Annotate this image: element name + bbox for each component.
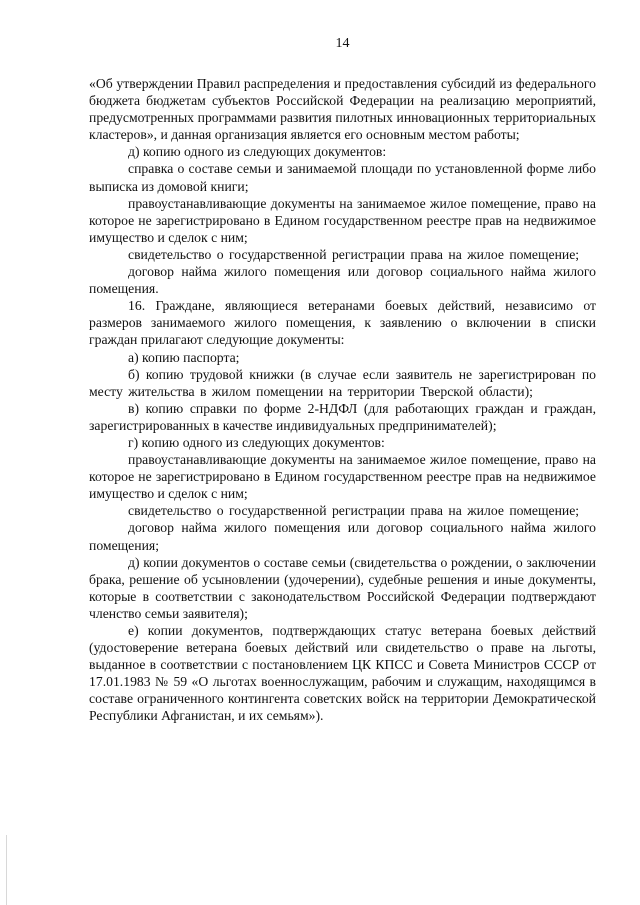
document-body xyxy=(89,75,596,725)
paragraph-item-d: д) копию одного из следующих документов: xyxy=(128,144,387,160)
paragraph-registration-certificate-2: свидетельство о государственной регистрации права на жилое помещение; xyxy=(128,503,580,519)
scan-edge-line xyxy=(6,835,7,905)
paragraph-item-e: е) копии документов, подтверждающих статус ветерана боевых действий (удостоверение ветерана боевых действий или свидетельство о праве на льготы, выданное в соответствии с постановлением ЦК КПСС и Совета Министров СССР от 17.01.1983 № 59 «О льготах военнослужащим, рабочим и служащим, находящимся в составе ограниченного контингента советских войск на территории Демократической Республики Афганистан, и их семьям»). xyxy=(89,623,596,724)
paragraph-registration-certificate: свидетельство о государственной регистрации права на жилое помещение; xyxy=(128,246,580,262)
paragraph-section-16: 16. Граждане, являющиеся ветеранами боевых действий, независимо от размеров занимаемого жилого помещения, к заявлению о включении в списки граждан прилагают следующие документы: xyxy=(89,298,596,348)
paragraph-title-documents: правоустанавливающие документы на занимаемое жилое помещение, право на которое не зарегистрировано в Едином государственном реестре прав на недвижимое имущество и сделок с ним; xyxy=(89,195,596,245)
paragraph-continuation: «Об утверждении Правил распределения и предоставления субсидий из федерального бюджета бюджетам субъектов Российской Федерации на реализацию мероприятий, предусмотренных программами развития пилотных инновационных территориальных кластеров», и данная организация является его основным местом работы; xyxy=(89,76,596,143)
paragraph-item-d-2: д) копии документов о составе семьи (свидетельства о рождении, о заключении брака, решение об усыновлении (удочерении), судебные решения и иные документы, которые в соответствии с законодательством Российской Федерации подтверждают членство семьи заявителя); xyxy=(89,554,596,621)
paragraph-item-g: г) копию одного из следующих документов: xyxy=(128,434,385,450)
paragraph-lease-contract: договор найма жилого помещения или договор социального найма жилого помещения. xyxy=(89,264,596,297)
paragraph-lease-contract-2: договор найма жилого помещения или договор социального найма жилого помещения; xyxy=(89,520,596,553)
paragraph-item-b: б) копию трудовой книжки (в случае если заявитель не зарегистрирован по месту жительства в жилом помещении на территории Тверской области); xyxy=(89,366,596,399)
page-number: 14 xyxy=(335,36,350,51)
paragraph-family-certificate: справка о составе семьи и занимаемой площади по установленной форме либо выписка из домовой книги; xyxy=(89,161,596,194)
paragraph-item-a: а) копию паспорта; xyxy=(128,349,240,365)
paragraph-title-documents-2: правоустанавливающие документы на занимаемое жилое помещение, право на которое не зарегистрировано в Едином государственном реестре прав на недвижимое имущество и сделок с ним; xyxy=(89,452,596,502)
paragraph-item-v: в) копию справки по форме 2-НДФЛ (для работающих граждан и граждан, зарегистрированных в качестве индивидуальных предпринимателей); xyxy=(89,400,596,433)
